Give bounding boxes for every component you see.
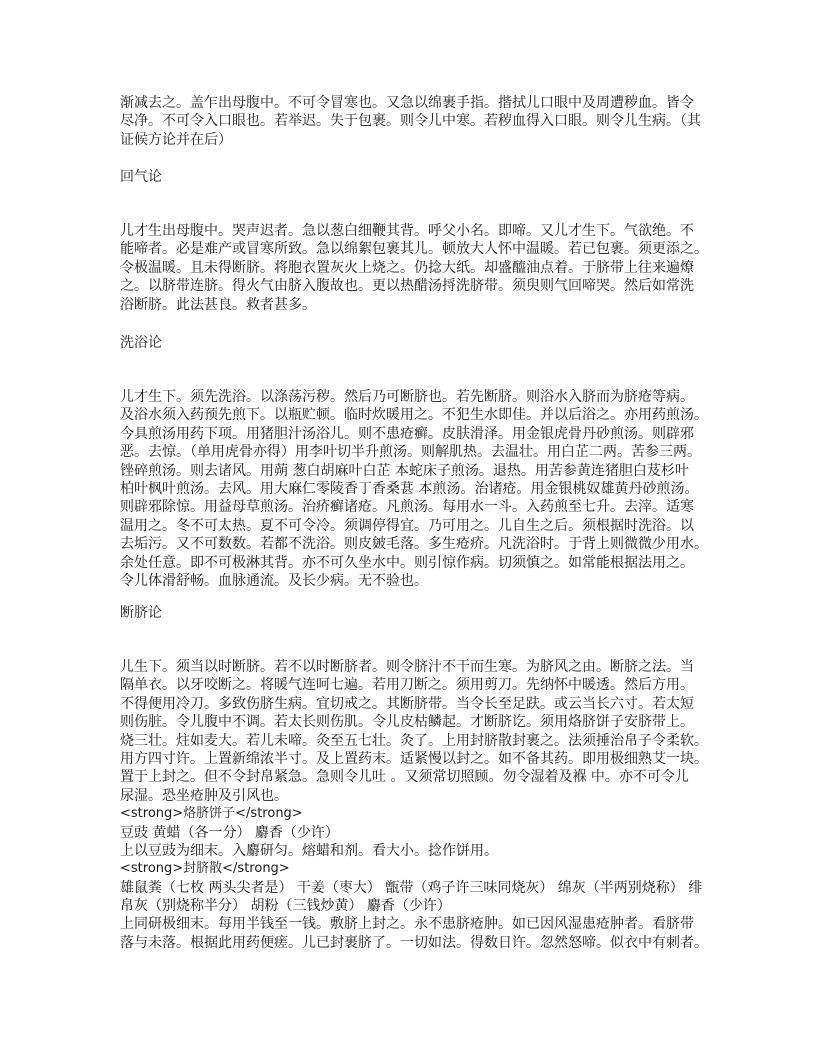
text-line: 不得便用冷刀。多致伤脐生病。宜切戒之。其断脐带。当令长至足趺。或云当长六寸。若太短 [120, 695, 694, 712]
text-line: 则伤脏。令儿腹中不调。若太长则伤肌。令儿皮枯鳞起。才断脐讫。须用烙脐饼子安脐带上。 [120, 714, 694, 731]
recipe-instructions: 上以豆豉为细末。入麝研匀。熔蜡和剂。看大小。捻作饼用。 [120, 842, 498, 859]
text-line: 尽净。不可令入口眼也。若举迟。失于包裹。则令儿中寒。若秽血得入口眼。则令儿生病。（其 [120, 113, 701, 130]
text-line: 用方四寸许。上置新绵浓半寸。及上置药末。适紧慢以封之。如不备其药。即用极细熟艾一块。 [120, 750, 708, 767]
text-line: 今具煎汤用药下项。用猪胆汁汤浴儿。则不患疮癣。皮肤滑泽。用金银虎骨丹砂煎汤。则辟邪 [120, 425, 694, 442]
text-line: 及浴水须入药预先煎下。以瓶贮顿。临时炊暖用之。不犯生水即佳。并以后浴之。亦用药煎汤。 [120, 407, 708, 424]
text-line: 儿才生出母腹中。哭声迟者。急以葱白细鞭其背。呼父小名。即啼。又儿才生下。气欲绝。不 [120, 223, 694, 239]
text-line: 渐减去之。盖乍出母腹中。不可令冒寒也。又急以绵裹手指。揩拭儿口眼中及周遭秽血。皆令 [120, 95, 694, 111]
recipe-instructions: 落与未落。根据此用药便瘥。儿已封裹脐了。一切如法。得数日许。忽然怒啼。似衣中有刺者。 [120, 934, 708, 951]
text-line: 尿湿。恐坐疮肿及引风也。 [120, 787, 288, 804]
paragraph-duanqi [120, 658, 710, 952]
text-line: 证候方论并在后） [120, 131, 232, 148]
text-line: 能啼者。必是难产或冒寒所致。急以绵絮包裹其儿。顿放大人怀中温暖。若已包裹。须更添之。 [120, 241, 708, 258]
recipe-ingredients: 帛灰（别烧称半分） 胡粉（三钱炒黄） 麝香（少许） [120, 898, 451, 915]
section-heading-duanqi: 断脐论 [120, 605, 162, 621]
paragraph-xiyu [120, 388, 710, 590]
paragraph-intro [120, 94, 710, 149]
recipe-title-raw-markup: <strong>封脐散</strong> [120, 861, 290, 877]
text-line: 恶。去惊。（单用虎骨亦得）用李叶切半升煎汤。则解肌热。去温壮。用白芷二两。苦参三两。 [120, 444, 701, 461]
text-line: 儿生下。须当以时断脐。若不以时断脐者。则令脐汁不干而生寒。为脐风之由。断脐之法。当 [120, 659, 694, 675]
text-line: 儿才生下。须先洗浴。以涤荡污秽。然后乃可断脐也。若先断脐。则浴水入脐而为脐疮等病。 [120, 389, 694, 405]
text-line: 温用之。冬不可太热。夏不可令冷。须调停得宜。乃可用之。儿自生之后。须根据时洗浴。以 [120, 517, 694, 534]
recipe-ingredients: 豆豉 黄蜡（各一分） 麝香（少许） [120, 824, 339, 841]
text-line: 浴断脐。此法甚良。救者甚多。 [120, 296, 316, 313]
section-heading-huiqi: 回气论 [120, 169, 162, 185]
recipe-ingredients: 雄鼠粪（七枚 两头尖者是） 干姜（枣大） 甑带（鸡子许三味同烧灰） 绵灰（半两别烧称） 绯 [120, 879, 703, 896]
text-line: 则辟邪除惊。用益母草煎汤。治疥癣诸疮。凡煎汤。每用水一斗。入药煎至七升。去滓。适寒 [120, 499, 694, 516]
paragraph-huiqi [120, 222, 710, 314]
recipe-instructions: 上同研极细末。每用半钱至一钱。敷脐上封之。永不患脐疮肿。如已因风湿患疮肿者。看脐带 [120, 916, 694, 933]
text-line: 锉碎煎汤。则去诸风。用蒴 葱白胡麻叶白芷 本蛇床子煎汤。退热。用苦参黄连猪胆白芨杉叶 [120, 462, 689, 479]
text-line: 令极温暖。且未得断脐。将胞衣置灰火上烧之。仍捻大纸。却盛醯油点着。于脐带上往来遍燎 [120, 259, 694, 276]
text-line: 之。以脐带连脐。得火气由脐入腹故也。更以热醋汤捋洗脐带。须臾则气回啼哭。然后如常洗 [120, 278, 694, 295]
text-line: 去垢污。又不可数数。若都不洗浴。则皮皴毛落。多生疮疥。凡洗浴时。于背上则微微少用水。 [120, 536, 708, 553]
text-line: 烧三壮。炷如麦大。若儿未啼。灸至五七壮。灸了。上用封脐散封裹之。法须捶治帛子令柔软。 [120, 732, 708, 749]
text-line: 余处任意。即不可极淋其背。亦不可久坐水中。则引惊作病。切须慎之。如常能根据法用之。 [120, 554, 694, 571]
recipe-title-raw-markup: <strong>烙脐饼子</strong> [120, 806, 303, 822]
text-line: 隔单衣。以牙咬断之。将暖气连呵七遍。若用刀断之。须用剪刀。先纳怀中暖透。然后方用。 [120, 677, 694, 694]
text-line: 置于上封之。但不令封帛紧急。急则令儿吐 。又须常切照顾。勿令湿着及褓 中。亦不可令儿 [120, 769, 689, 786]
text-line: 柏叶枫叶煎汤。去风。用大麻仁零陵香丁香桑葚 本煎汤。治诸疮。用金银桃奴雄黄丹砂煎汤。 [120, 480, 699, 497]
text-line: 令儿体滑舒畅。血脉通流。及长少病。无不验也。 [120, 572, 428, 589]
section-heading-xiyu: 洗浴论 [120, 335, 162, 351]
